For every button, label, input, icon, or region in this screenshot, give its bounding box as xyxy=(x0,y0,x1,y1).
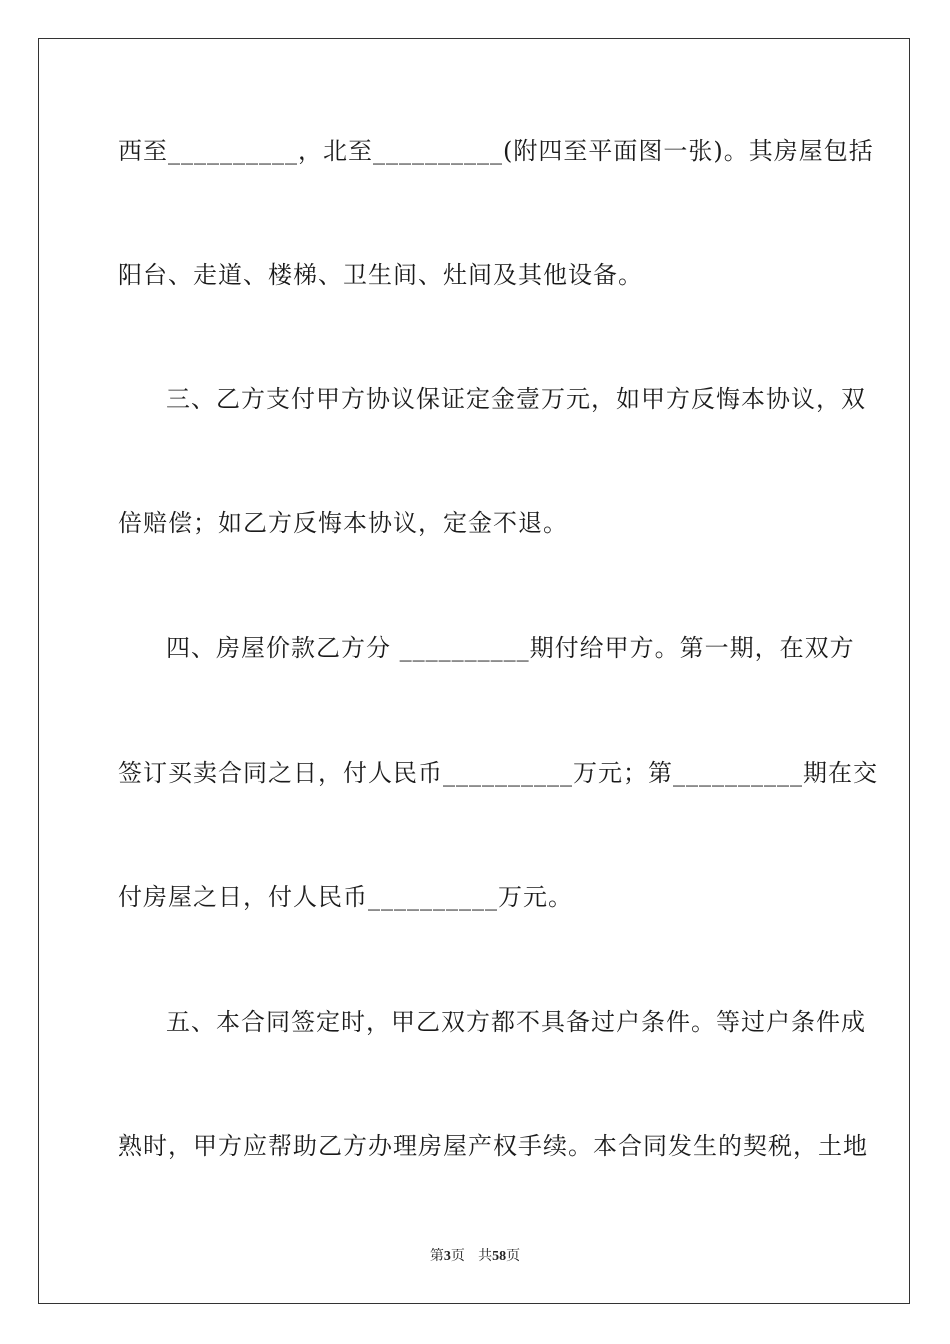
paragraph-line-3: 三、乙方支付甲方协议保证定金壹万元，如甲方反悔本协议，双 xyxy=(166,385,866,413)
paragraph-line-1: 西至__________，北至__________(附四至平面图一张)。其房屋包括 xyxy=(118,137,874,165)
page-border xyxy=(38,38,910,1304)
paragraph-line-4: 倍赔偿；如乙方反悔本协议，定金不退。 xyxy=(118,509,568,537)
paragraph-line-2: 阳台、走道、楼梯、卫生间、灶间及其他设备。 xyxy=(118,261,643,289)
paragraph-line-8: 五、本合同签定时，甲乙双方都不具备过户条件。等过户条件成 xyxy=(166,1008,866,1036)
paragraph-line-5: 四、房屋价款乙方分 __________期付给甲方。第一期，在双方 xyxy=(166,634,855,662)
paragraph-line-9: 熟时，甲方应帮助乙方办理房屋产权手续。本合同发生的契税，土地 xyxy=(118,1132,868,1160)
page-label-prefix: 第 xyxy=(429,1248,444,1264)
total-pages: 58 xyxy=(492,1249,507,1264)
page-label-suffix: 页 xyxy=(450,1248,465,1264)
page-number: 3 xyxy=(443,1249,451,1264)
paragraph-line-7: 付房屋之日，付人民币__________万元。 xyxy=(118,883,573,911)
total-label-suffix: 页 xyxy=(506,1248,521,1264)
total-label-prefix: 共 xyxy=(478,1248,493,1264)
page-footer xyxy=(0,1247,950,1266)
paragraph-line-6: 签订买卖合同之日，付人民币__________万元；第__________期在交 xyxy=(118,759,878,787)
